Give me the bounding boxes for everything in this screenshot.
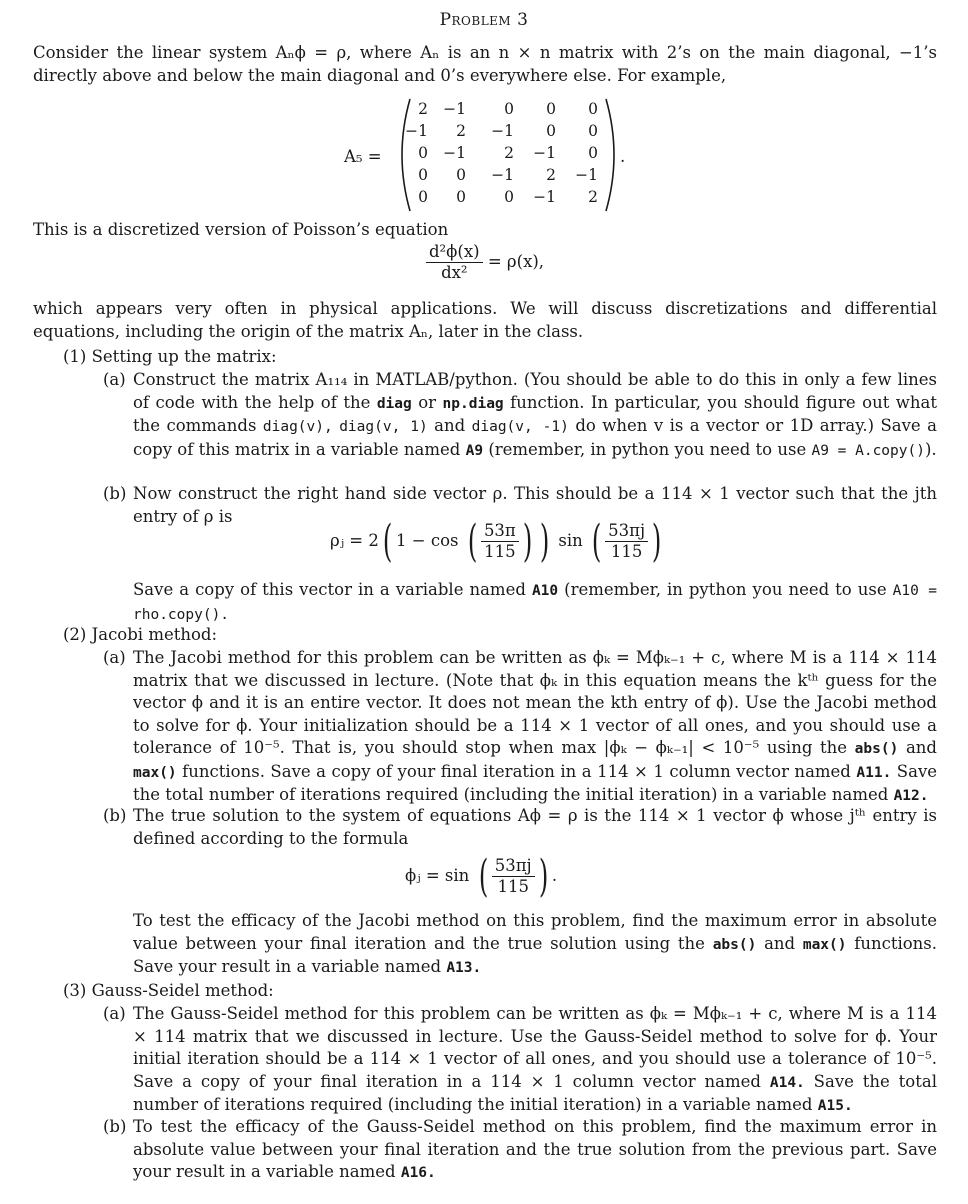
matrix-cell: −1 [575, 166, 598, 184]
matrix-cell: 0 [418, 144, 428, 162]
matrix-cell: 2 [456, 122, 466, 140]
code-diag-v-1: diag(v, 1) [339, 419, 428, 435]
phi-lhs: ϕⱼ = sin [405, 866, 470, 885]
var-a14: A14. [769, 1074, 805, 1091]
matrix-cell: −1 [405, 122, 428, 140]
matrix-cell: 0 [504, 100, 514, 118]
text-run: Construct the matrix A₁₁₄ in MATLAB/python. (You should be able to do this in only a few lines of code with the help of the [133, 370, 937, 412]
phi-num: 53πj [492, 856, 535, 877]
part1-b-text: Now construct the right hand side vector ρ. This should be a 114 × 1 vector such that the jth entry of ρ is [133, 484, 937, 526]
part1-b-save [133, 579, 937, 626]
poisson-rhs: = ρ(x), [487, 252, 545, 271]
phi-formula: ϕⱼ = sin ( $\frac{53\pi j}{115}$ ) . [405, 850, 558, 902]
code-abs: abs() [712, 936, 757, 953]
part3-heading: (3) Gauss-Seidel method: [63, 981, 274, 1000]
text-run: Save the total number of iterations required (including the initial iteration) in a variable named [133, 1071, 937, 1114]
part1-a-label: (a) [103, 370, 126, 389]
text-run: functions. Save a copy of your final iteration in a 114 × 1 column vector named [182, 761, 851, 781]
matrix-cell: 0 [456, 166, 466, 184]
matrix-cell: 2 [588, 188, 598, 206]
part2-b-text: The true solution to the system of equations Aϕ = ρ is the 114 × 1 vector ϕ whose jᵗʰ entry is defined according to the formula [133, 806, 937, 848]
var-a11: A11. [856, 764, 892, 781]
text-run: ). [924, 439, 937, 459]
part2-b-test [133, 910, 937, 980]
matrix-cell: 0 [504, 188, 514, 206]
matrix-cell: −1 [443, 144, 466, 162]
rho-formula: ρⱼ = 2( 1 − cos ( $\frac{53\pi}{115}$ ) ) sin ( $\frac{53\pi j}{115}$ ) [330, 515, 662, 567]
code-abs: abs() [854, 741, 899, 757]
rho-cos: 1 − cos [396, 531, 459, 550]
part1-b-label: (b) [103, 484, 127, 503]
text-run: Save a copy of this vector in a variable named [133, 580, 526, 599]
poisson-denominator: dx² [441, 263, 468, 282]
rho-num1: 53π [481, 521, 519, 542]
text-run: To test the efficacy of the Gauss-Seidel method on this problem, find the maximum error in absolute value between your final iteration and the true solution from the previous part. Save your result in a variable named [133, 1117, 937, 1181]
matrix-cell: 0 [588, 100, 598, 118]
matrix-cell: 2 [504, 144, 514, 162]
code-diag: diag [376, 395, 412, 412]
part3-a-text [133, 1003, 937, 1118]
code-max: max() [802, 936, 847, 953]
matrix-period: . [620, 147, 626, 166]
text-run: function. In particular, you should figure out what the commands [133, 392, 938, 435]
text-run: The Gauss-Seidel method for this problem can be written as ϕₖ = Mϕₖ₋₁ + c, where M is a 114 × 114 matrix that we discussed in lecture. Use the Gauss-Seidel method to solve for ϕ. Your initial iteration should be a 114 × 1 vector of all ones, and you should use a tolerance of 10⁻⁵. Save a copy of your final iteration in a 114 × 1 column vector named [133, 1004, 937, 1091]
matrix-cell: 2 [546, 166, 556, 184]
matrix-cell: −1 [533, 188, 556, 206]
var-a10: A10 [531, 583, 559, 599]
text-run: Save the total number of iterations required (including the initial iteration) in a variable named [133, 761, 938, 804]
poisson-lead: This is a discretized version of Poisson’s equation [33, 220, 449, 239]
poisson-equation [426, 242, 544, 283]
matrix-cell: −1 [533, 144, 556, 162]
matrix-cell: −1 [491, 122, 514, 140]
code-a10-copy: A10 = rho.copy(). [133, 583, 938, 623]
code-diag-v: diag(v), [262, 419, 333, 435]
part2-a-text [133, 647, 937, 808]
matrix-cell: 0 [546, 100, 556, 118]
matrix-cell: 0 [546, 122, 556, 140]
matrix-cell: 0 [418, 188, 428, 206]
text-run: or [418, 392, 437, 412]
after-poisson-paragraph: which appears very often in physical applications. We will discuss discretizations and differential equations, including the origin of the matrix Aₙ, later in the class. [33, 299, 937, 341]
text-run: do when v is a vector or 1D array.) Save a copy of this matrix in a variable named [133, 416, 937, 459]
rho-num2: 53πj [605, 521, 648, 542]
matrix-cell: 0 [418, 166, 428, 184]
text-run: and [905, 738, 937, 757]
poisson-numerator: d²ϕ(x) [426, 242, 483, 263]
part3-b-label: (b) [103, 1117, 127, 1136]
matrix-cell: 0 [456, 188, 466, 206]
part1-heading: (1) Setting up the matrix: [63, 347, 277, 366]
part3-a-label: (a) [103, 1004, 126, 1023]
code-a9-copy: A9 = A.copy() [811, 442, 925, 459]
code-max: max() [133, 764, 177, 781]
rho-sin: sin [558, 531, 583, 550]
part1-a-text [133, 369, 937, 462]
matrix-cell: 0 [588, 144, 598, 162]
rho-lhs: ρⱼ = 2 [330, 531, 379, 550]
text-run: functions. Save your result in a variable named [133, 933, 938, 976]
rho-den2: 115 [610, 542, 643, 561]
var-a15: A15. [817, 1098, 853, 1114]
part2-heading: (2) Jacobi method: [63, 625, 218, 644]
var-a12: A12. [893, 788, 929, 804]
matrix-cell: −1 [443, 100, 466, 118]
code-npdiag: np.diag [442, 395, 504, 412]
matrix-cell: 0 [588, 122, 598, 140]
var-a16: A16. [400, 1165, 436, 1181]
part2-b-label: (b) [103, 806, 127, 825]
text-run: and [434, 416, 466, 435]
rho-den1: 115 [484, 542, 516, 561]
text-run: (remember, in python you need to use [564, 580, 887, 599]
part3-b-text [133, 1116, 937, 1185]
matrix-label: A₅ = [344, 147, 382, 166]
problem-title: Problem 3 [439, 10, 529, 30]
text-run: and [764, 933, 796, 953]
text-run: To test the efficacy of the Jacobi method on this problem, find the maximum error in absolute value between your final iteration and the true solution using the [133, 911, 937, 953]
part2-a-label: (a) [103, 648, 126, 667]
matrix-cell: 2 [418, 100, 428, 118]
matrix-a5 [405, 100, 610, 210]
intro-paragraph: Consider the linear system Aₙϕ = ρ, where Aₙ is an n × n matrix with 2’s on the main diagonal, −1’s directly above and below the main diagonal and 0’s everywhere else. For example, [33, 43, 937, 85]
matrix-cell: −1 [491, 166, 514, 184]
phi-den: 115 [497, 877, 529, 896]
phi-period: . [551, 866, 558, 885]
code-diag-v-neg1: diag(v, -1) [471, 419, 569, 435]
var-a9: A9 [465, 442, 484, 459]
var-a13: A13. [446, 960, 482, 976]
text-run: The Jacobi method for this problem can be written as ϕₖ = Mϕₖ₋₁ + c, where M is a 114 × 114 matrix that we discussed in lecture. (Note that ϕₖ in this equation means the kᵗʰ guess for the vector ϕ and it is an entire vector. It does not mean the kth entry of ϕ). Use the Jacobi method to solve for ϕ. Your initialization should be a 114 × 1 vector of all ones, and you should use a tolerance of 10⁻⁵. That is, you should stop when max |ϕₖ − ϕₖ₋₁| < 10⁻⁵ using the [133, 648, 937, 757]
text-run: (remember, in python you need to use [488, 439, 807, 459]
